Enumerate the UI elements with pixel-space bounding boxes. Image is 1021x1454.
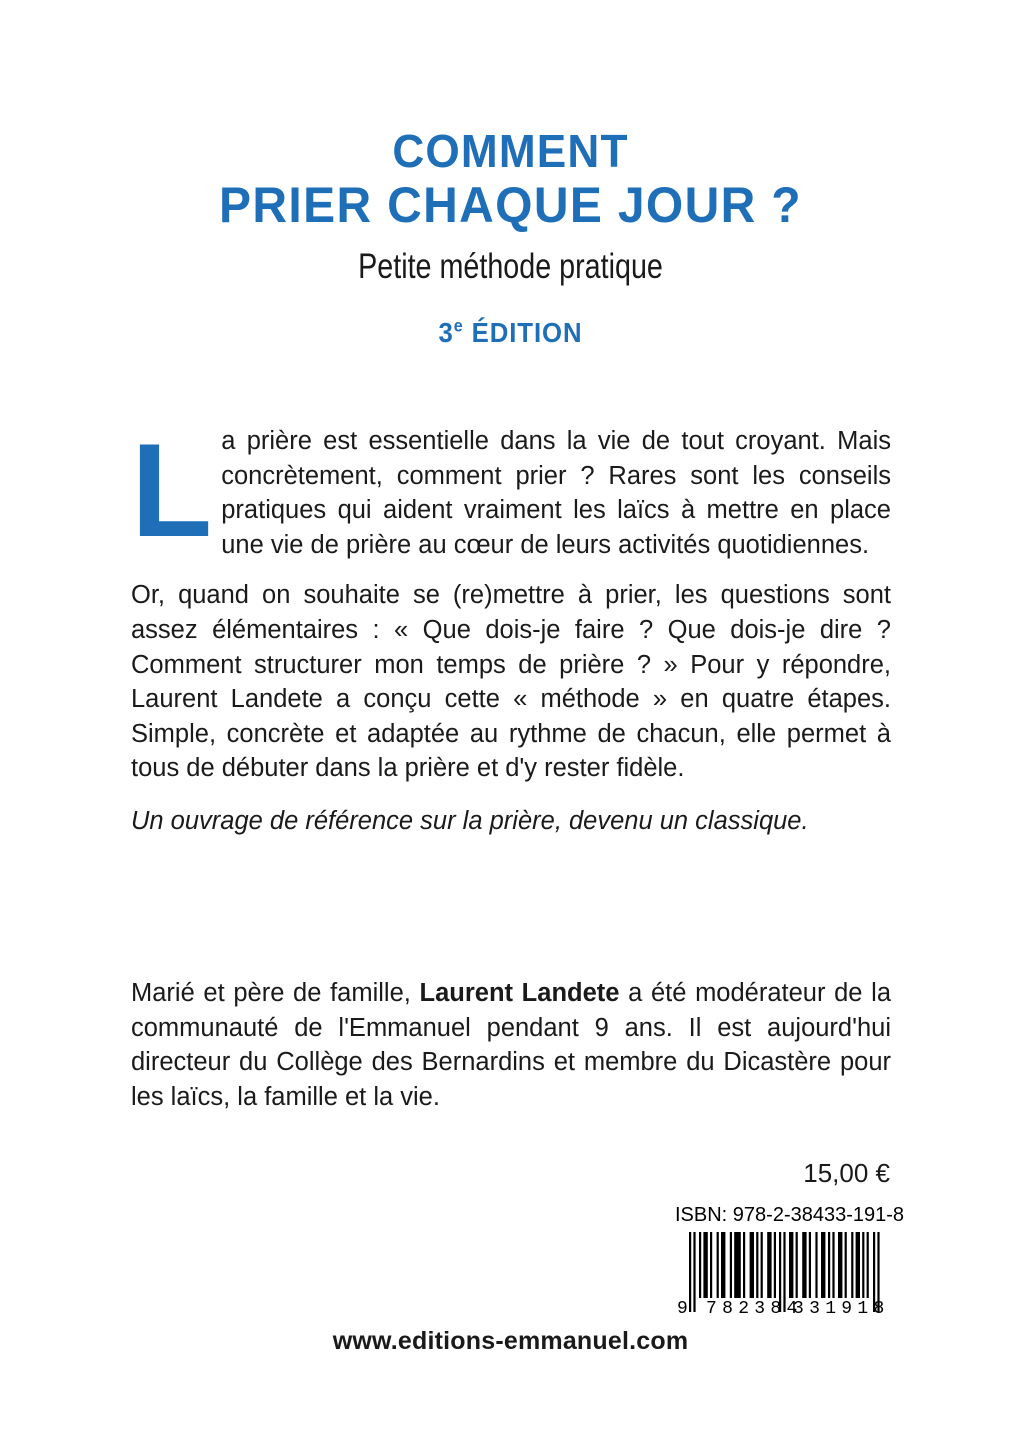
barcode-digit-leading: 9 bbox=[677, 1299, 688, 1319]
barcode-digits-right-group: 331918 bbox=[793, 1299, 890, 1319]
bio-text-before-name: Marié et père de famille, bbox=[131, 979, 420, 1007]
barcode-digits bbox=[675, 1299, 893, 1319]
price-label: 15,00 € bbox=[803, 1158, 890, 1188]
book-title-line-1: COMMENT bbox=[392, 125, 629, 177]
author-name: Laurent Landete bbox=[419, 979, 620, 1007]
edition-ordinal-suffix: e bbox=[453, 315, 464, 336]
book-subtitle: Petite méthode pratique bbox=[358, 247, 663, 286]
edition-number: 3 bbox=[438, 317, 454, 348]
author-bio-section bbox=[131, 976, 891, 1126]
isbn-label: ISBN: 978-2-38433-191-8 bbox=[675, 1204, 905, 1226]
bio-text-after-name: a été modérateur de la communauté de l'Emmanuel pendant 9 ans. Il est aujourd'hui directeur du Collège des Bernardins et membre du Dicastère pour les laïcs, la famille et la vie. bbox=[131, 979, 891, 1111]
author-bio-text bbox=[131, 976, 891, 1114]
publisher-website: www.editions-emmanuel.com bbox=[332, 1327, 689, 1355]
barcode-graphic bbox=[675, 1232, 893, 1318]
blurb-tagline: Un ouvrage de référence sur la prière, devenu un classique. bbox=[131, 806, 809, 835]
barcode-digits-left-group: 782384 bbox=[706, 1299, 803, 1319]
barcode-block bbox=[675, 1203, 905, 1319]
book-title-line-2: PRIER CHAQUE JOUR ? bbox=[219, 177, 802, 233]
edition-word: ÉDITION bbox=[463, 317, 583, 348]
edition-label bbox=[41, 317, 980, 349]
blurb-paragraph-1: La prière est essentielle dans la vie de tout croyant. Mais concrètement, comment prier ? Rares sont les conseils pratiques qui aident vraiment les laïcs à mettre en place une vie de prière au cœur de leurs activités quotidiennes. bbox=[131, 417, 891, 565]
title-block bbox=[0, 125, 1021, 349]
blurb-paragraph-2: Or, quand on souhaite se (re)mettre à prier, les questions sont assez élémentaires : « Que dois-je faire ? Que dois-je dire ? Comment structurer mon temps de prière ? » Pour y répondre, Laurent Landete a conçu cette « méthode » en quatre étapes. Simple, concrète et adaptée au rythme de chacun, elle permet à tous de débuter dans la prière et d'y rester fidèle. bbox=[131, 581, 891, 783]
blurb-section bbox=[131, 417, 891, 839]
